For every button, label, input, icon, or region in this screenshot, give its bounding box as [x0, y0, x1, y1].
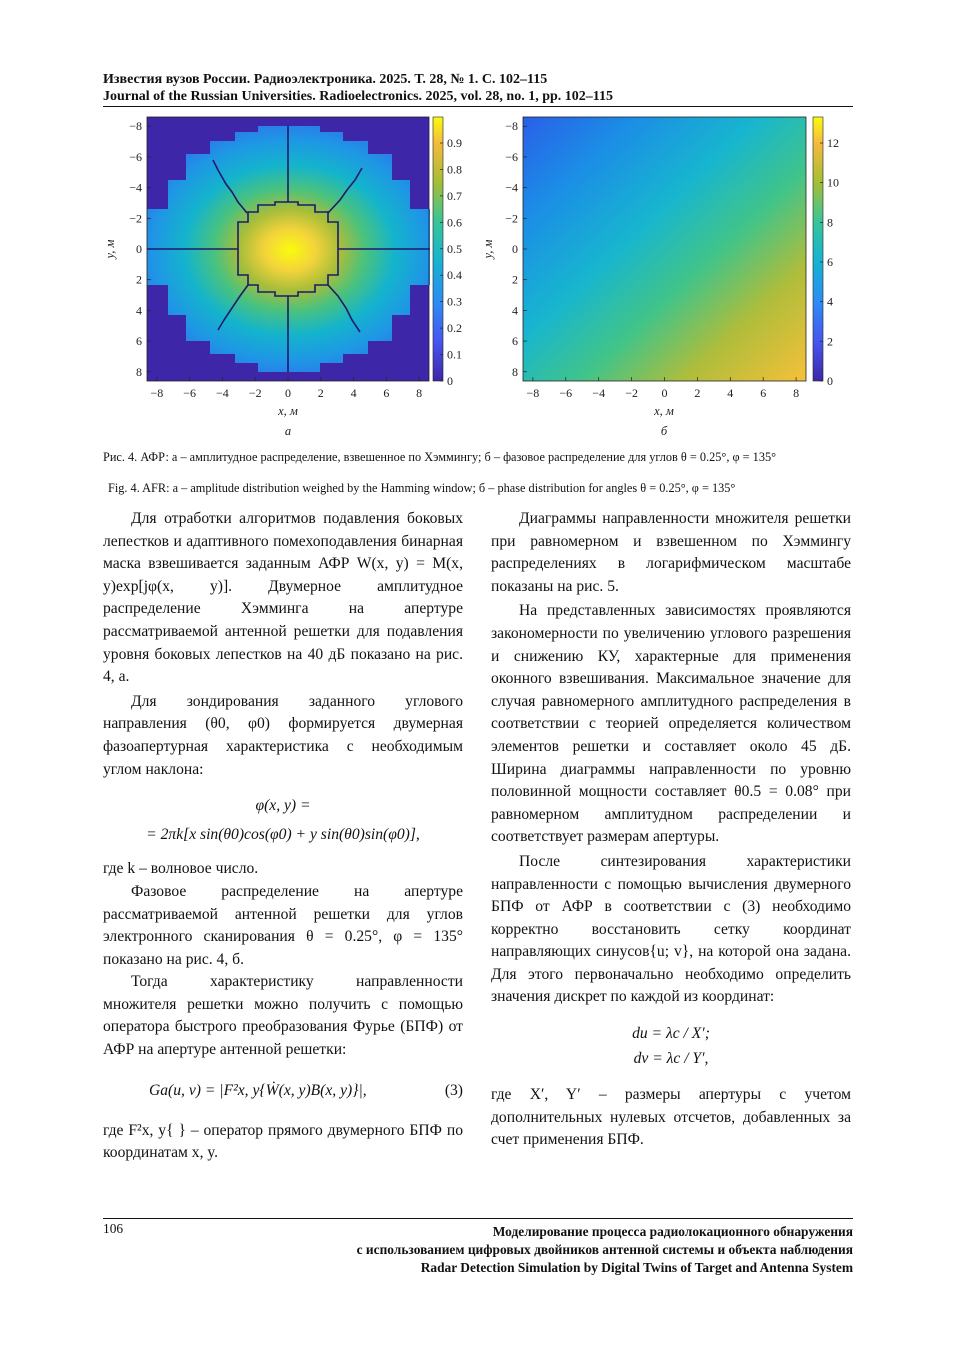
panel-b-sublabel: б — [660, 424, 668, 438]
right-paragraph-1: Диаграммы направленности множителя решетки при равномерном и взвешенном по Хэммингу распределениях в логарифмическом масштабе показаны на рис. 5. — [491, 510, 851, 595]
panel-b-ylabel: y, м — [481, 239, 495, 259]
y-tick-label: 0 — [136, 242, 142, 256]
colorbar-tick-label: 10 — [827, 175, 839, 190]
x-tick-label: −4 — [216, 386, 229, 400]
footer-rule — [103, 1218, 853, 1219]
colorbar-tick-label: 0.8 — [447, 162, 462, 177]
right-paragraph-4: где X′, Y′ – размеры апертуры с учетом дополнительных нулевых отсчетов, добавленных за счет применения БПФ. — [491, 1086, 851, 1149]
equation-phi-line1: φ(x, y) = — [255, 797, 311, 815]
x-tick-label: −8 — [150, 386, 164, 400]
panel-a-xlabel: x, м — [278, 404, 298, 418]
y-tick-label: −2 — [129, 211, 142, 226]
colorbar-tick-label: 0.4 — [447, 268, 462, 283]
left-paragraph-1: Для отработки алгоритмов подавления боковых лепестков и адаптивного помехоподавления бинарная маска взвешивается заданным АФР W(x, y) = M(x, y)exp[jφ(x, y)]. Двумерное амплитудное распределение Хэмминга на апертуре рассматриваемой антенной решетки для подавления уровня боковых лепестков на 40 дБ показано на рис. 4, а. — [103, 510, 463, 686]
footer-title-en: Radar Detection Simulation by Digital Twins of Target and Antenna System — [420, 1260, 853, 1275]
left-paragraph-5: Тогда характеристику направленности множителя решетки можно получить с помощью оператора быстрого преобразования Фурье (БПФ) от АФР на апертуре антенной решетки: — [103, 973, 463, 1059]
y-tick-label: 4 — [136, 303, 142, 318]
left-column — [103, 508, 463, 1165]
y-tick-label: −2 — [505, 211, 518, 226]
colorbar-tick-label: 0.5 — [447, 241, 462, 256]
y-tick-label: 6 — [512, 334, 518, 349]
left-paragraph-6: где F²x, y{ } – оператор прямого двумерного БПФ по координатам x, y. — [103, 1121, 463, 1162]
x-tick-label: −2 — [625, 386, 638, 400]
left-paragraph-3: где k – волновое число. — [103, 860, 259, 878]
x-tick-label: 8 — [793, 386, 800, 400]
footer-title-ru-1: Моделирование процесса радиолокационного обнаружения — [492, 1224, 853, 1239]
right-column — [491, 508, 851, 1152]
y-tick-label: 8 — [512, 364, 518, 379]
colorbar-tick-label: 4 — [827, 294, 833, 309]
equation-dv: dv = λc / Y′, — [633, 1049, 709, 1067]
right-paragraph-3: После синтезирования характеристики направленности с помощью вычисления двумерного БПФ от АФР в соответствии с (3) необходимо корректно восстановить сетку координат направляющих синусов{u; v}, на которой она задана. Для этого первоначально необходимо определить значения дискрет по каждой из координат: — [491, 852, 851, 1006]
equation-phi-line2: = 2πk[x sin(θ0)cos(φ0) + y sin(θ0)sin(φ0)], — [146, 825, 420, 843]
x-tick-label: 6 — [760, 386, 767, 400]
footer-title-ru-2: с использованием цифровых двойников антенной системы и объекта наблюдения — [356, 1242, 853, 1257]
y-tick-label: 0 — [512, 242, 518, 256]
x-tick-label: −6 — [183, 386, 197, 400]
colorbar-tick-label: 0.6 — [447, 215, 462, 230]
y-tick-label: −6 — [505, 149, 518, 164]
y-tick-label: −8 — [505, 119, 518, 134]
colorbar-tick-label: 12 — [827, 136, 839, 150]
y-tick-label: 2 — [512, 272, 518, 287]
figure-panel-a — [100, 110, 480, 438]
figure-caption-ru: Рис. 4. АФР: а – амплитудное распределение, взвешенное по Хэммингу; б – фазовое распределение для углов θ = 0.25°, φ = 135° — [103, 450, 777, 464]
y-tick-label: 2 — [136, 272, 142, 287]
colorbar-tick-label: 6 — [827, 255, 833, 269]
x-tick-label: 2 — [694, 386, 701, 400]
colorbar-tick-label: 0.2 — [447, 321, 462, 336]
y-tick-label: 6 — [136, 334, 142, 349]
x-tick-label: 8 — [416, 386, 423, 400]
x-tick-label: 6 — [383, 386, 390, 400]
x-tick-label: −2 — [248, 386, 262, 400]
left-paragraph-4: Фазовое распределение на апертуре рассматриваемой антенной решетки для углов электронного сканирования θ = 0.25°, φ = 135° показано на рис. 4, б. — [103, 882, 463, 968]
equation-3-number: (3) — [444, 1081, 463, 1099]
colorbar-tick-label: 0.9 — [447, 136, 462, 150]
x-tick-label: 4 — [727, 386, 734, 400]
header-rule — [103, 106, 853, 107]
x-tick-label: −8 — [526, 386, 540, 400]
equation-du: du = λc / X′; — [632, 1025, 710, 1043]
panel-a-ylabel: y, м — [103, 239, 117, 259]
x-tick-label: 2 — [317, 386, 324, 400]
panel-b-heatmap — [523, 117, 806, 381]
colorbar-tick-label: 8 — [827, 215, 833, 230]
left-paragraph-2: Для зондирования заданного углового направления (θ0, φ0) формируется двумерная фазоапертурная характеристика с необходимым углом наклона: — [103, 692, 463, 778]
panel-a-sublabel: а — [284, 424, 292, 438]
x-tick-label: 0 — [285, 386, 291, 400]
journal-header-en: Journal of the Russian Universities. Radioelectronics. 2025, vol. 28, no. 1, pp. 102–115 — [103, 89, 613, 104]
y-tick-label: −4 — [129, 180, 142, 195]
y-tick-label: −6 — [129, 149, 142, 164]
y-tick-label: 8 — [136, 364, 142, 379]
figure-caption-en: Fig. 4. AFR: а – amplitude distribution weighed by the Hamming window; б – phase distribution for angles θ = 0.25°, φ = 135° — [108, 481, 736, 495]
figure-panel-b — [480, 110, 860, 438]
y-tick-label: −8 — [129, 119, 142, 134]
x-tick-label: −4 — [592, 386, 606, 400]
x-tick-label: 0 — [661, 386, 668, 400]
y-tick-label: 4 — [512, 303, 518, 318]
x-tick-label: 4 — [350, 386, 357, 400]
panel-b-xlabel: x, м — [654, 404, 674, 418]
colorbar-tick-label: 0 — [447, 374, 453, 388]
colorbar-tick-label: 0.1 — [447, 347, 462, 362]
page-number: 106 — [103, 1221, 124, 1236]
equation-3: Gа(u, v) = |F²x, y{Ẇ(x, y)B(x, y)}|, — [149, 1081, 367, 1099]
right-paragraph-2: На представленных зависимостях проявляются закономерности по увеличению углового разрешения и снижению КУ, характерные для применения оконного взвешивания. Максимальное значение для случая равномерного амплитудного распределения в соответствии с теорией определяется количеством элементов решетки и составляет около 45 дБ. Ширина диаграммы направленности по уровню половинной мощности составляет θ0.5 = 0.08° при равномерном амплитудном распределении и соответствует размерам апертуры. — [491, 602, 851, 846]
colorbar-tick-label: 0.7 — [447, 188, 462, 203]
colorbar-tick-label: 0 — [827, 374, 833, 388]
journal-header-ru: Известия вузов России. Радиоэлектроника. 2025. Т. 28, № 1. С. 102–115 — [103, 72, 548, 87]
colorbar-tick-label: 0.3 — [447, 294, 462, 309]
y-tick-label: −4 — [505, 180, 518, 195]
equation-3-row — [103, 1072, 463, 1112]
colorbar-tick-label: 2 — [827, 334, 833, 349]
x-tick-label: −6 — [559, 386, 573, 400]
